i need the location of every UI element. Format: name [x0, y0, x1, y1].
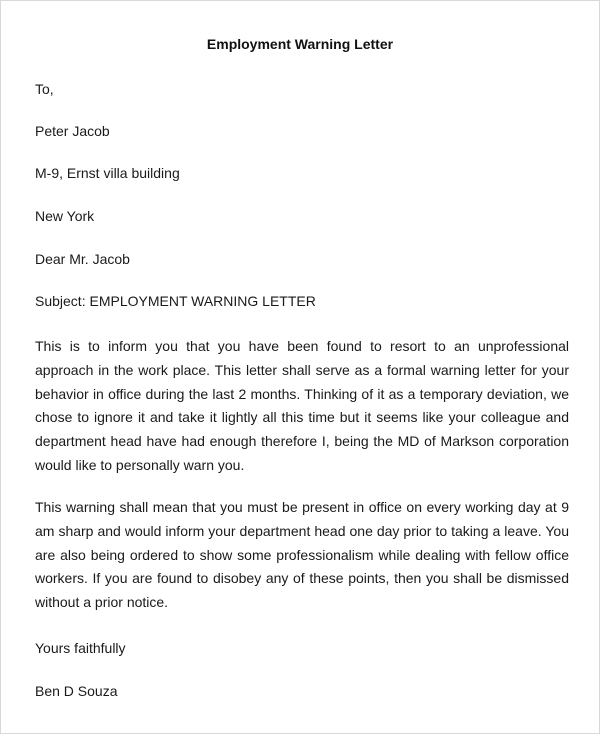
body-paragraph-2: This warning shall mean that you must be present in office on every working day at 9 am sharp and would inform your department head one day prior to taking a leave. You are also being ordered to show some professionalism while dealing with fellow office workers. If you are found to disobey any of these points, then you shall be dismissed without a prior notice. [35, 499, 569, 611]
recipient-address-line2: New York [35, 208, 95, 224]
recipient-address-line1: M-9, Ernst villa building [35, 165, 180, 181]
greeting: Dear Mr. Jacob [35, 251, 130, 267]
recipient-name: Peter Jacob [35, 123, 110, 139]
salutation-to: To, [35, 81, 54, 97]
letter-title: Employment Warning Letter [206, 36, 394, 52]
sender-name: Ben D Souza [35, 683, 118, 699]
subject-line: Subject: EMPLOYMENT WARNING LETTER [35, 293, 316, 309]
closing: Yours faithfully [35, 640, 126, 656]
body-paragraph-1: This is to inform you that you have been found to resort to an unprofessional approach in the work place. This letter shall serve as a formal warning letter for your behavior in office during the last 2 months. Thinking of it as a temporary deviation, we chose to ignore it and take it lightly all this time but it seems like your colleague and department head have had enough therefore I, being the MD of Markson corporation would like to personally warn you. [35, 338, 569, 473]
